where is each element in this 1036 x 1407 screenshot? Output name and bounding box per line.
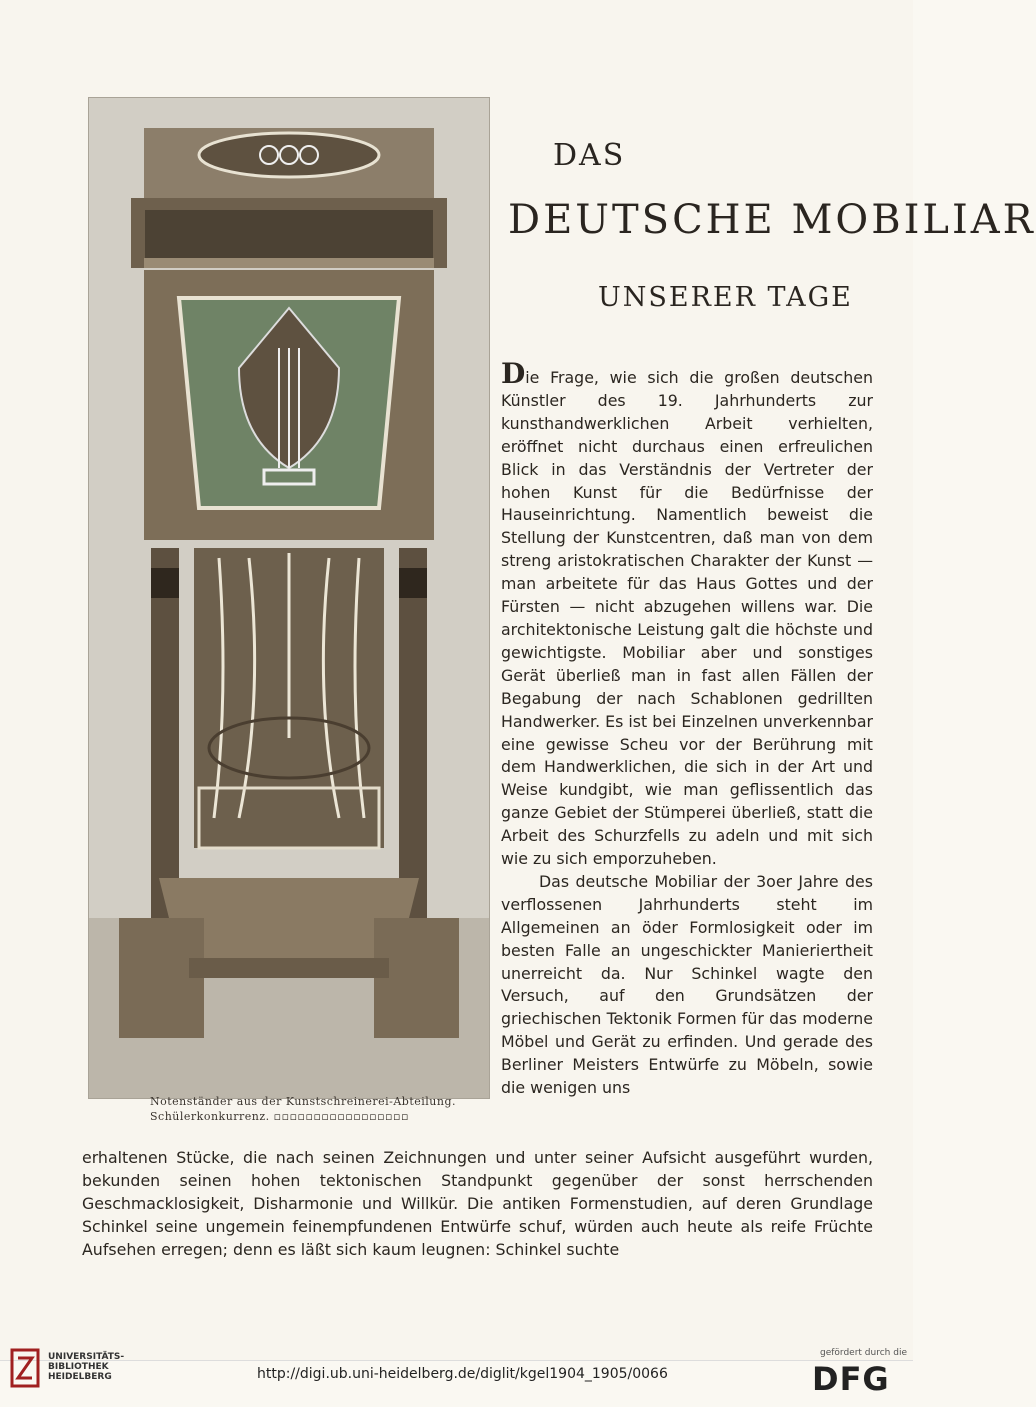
library-name [48,1352,124,1382]
dfg-logo[interactable]: DFG [812,1360,890,1398]
title-line-1: DAS [553,138,626,173]
funder-label: gefördert durch die [820,1348,907,1358]
furniture-photo [88,97,490,1099]
paragraph-1 [501,357,874,871]
library-logo[interactable] [10,1348,130,1398]
paragraph-1-text: ie Frage, wie sich die großen deutschen Künstler des 19. Jahrhunderts zur kunsthandwerklichen Arbeit verhielten, eröffnet nicht durchaus einen erfreulichen Blick in das Verständnis der Vertreter der hohen Kunst für die Bedürfnisse der Hauseinrichtung. Namentlich beweist die Stellung der Kunstcentren, daß man von dem streng aristokratischen Charakter der Kunst — man arbeitete für das Haus Gottes und der Fürsten — nicht abzugehen willens war. Die architektonische Leistung galt die höchste und gewichtigste. Mobiliar aber und sonstiges Gerät überließ man in fast allen Fällen der Begabung der nach Schablonen gedrillten Handwerker. Es ist bei Einzelnen unverkennbar eine gewisse Scheu vor der Berührung mit dem Handwerklichen, die sich in der Art und Weise kundgibt, wie man geflissentlich das ganze Gebiet der Stümperei überließ, statt die Arbeit des Schurzfells zu adeln und mit sich wie zu sich emporzuheben. [501,368,874,869]
paragraph-2: Das deutsche Mobiliar der 3oer Jahre des verflossenen Jahrhunderts steht im Allgemeinen an öder Formlosigkeit oder im besten Falle an ungeschickter Manieriertheit unerreicht da. Nur Schinkel wagte den Versuch, auf den Grundsätzen der griechischen Tektonik Formen für das moderne Möbel und Gerät zu erfinden. Und gerade des Berliner Meisters Entwürfe zu Möbeln, sowie die wenigen uns [501,871,873,1098]
article-column [501,357,874,1100]
title-line-2: DEUTSCHE MOBILIAR [508,197,1036,243]
photo-caption [150,1094,490,1124]
drop-cap: D [501,357,526,390]
source-url[interactable]: http://digi.ub.uni-heidelberg.de/diglit/kgel1904_1905/0066 [257,1366,668,1382]
library-name-line: UNIVERSITÄTS- [48,1352,125,1362]
title-line-3: UNSERER TAGE [598,282,853,313]
paragraph-3: erhaltenen Stücke, die nach seinen Zeichnungen und unter seiner Aufsicht ausgeführt wurden, bekunden seinen hohen tektonischen Standpunkt gegenüber der sonst herrschenden Geschmacklosigkeit, Disharmonie und Willkür. Die antiken Formenstudien, auf deren Grundlage Schinkel seine ungemein feinempfundenen Entwürfe schuf, würden auch heute als reife Früchte Aufsehen erregen; denn es läßt sich kaum leugnen: Schinkel suchte [82,1148,873,1259]
library-emblem-icon [10,1348,40,1388]
full-width-text [82,1147,873,1262]
caption-line-2: Schülerkonkurrenz. ▫▫▫▫▫▫▫▫▫▫▫▫▫▫▫▫▫ [150,1110,409,1123]
library-name-line: BIBLIOTHEK [48,1362,109,1372]
library-name-line: HEIDELBERG [48,1372,112,1382]
caption-line-1: Notenständer aus der Kunstschreinerei-Abteilung. [150,1095,457,1108]
